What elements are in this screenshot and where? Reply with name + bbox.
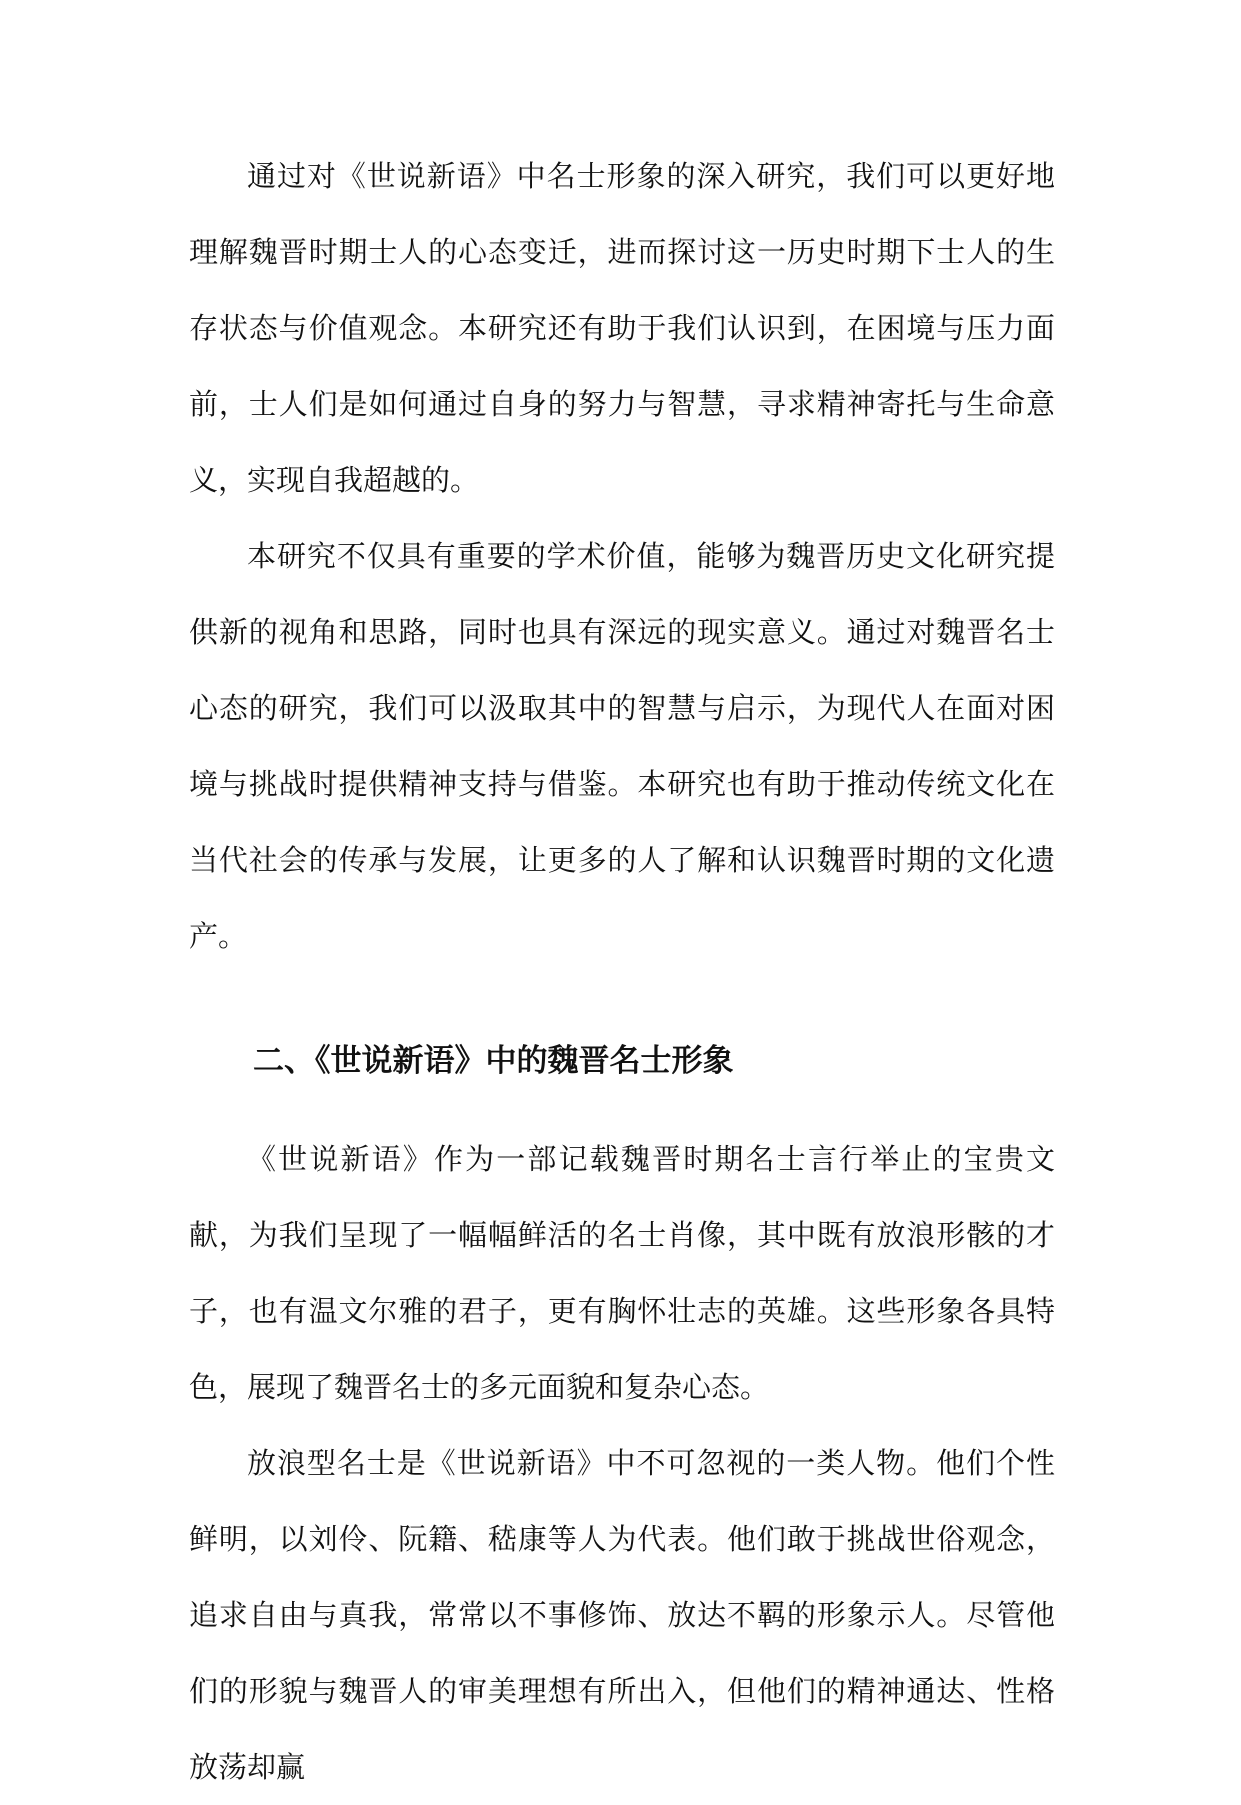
paragraph-shishuo-overview: 《世说新语》作为一部记载魏晋时期名士言行举止的宝贵文献，为我们呈现了一幅幅鲜活的名士肖像，其中既有放浪形骸的才子，也有温文尔雅的君子，更有胸怀壮志的英雄。这些形象各具特色，展现了魏晋名士的多元面貌和复杂心态。 [189,1142,1055,1404]
section-heading: 二、《世说新语》中的魏晋名士形象 [253,1043,734,1079]
paragraph-unrestrained-scholars: 放浪型名士是《世说新语》中不可忽视的一类人物。他们个性鲜明，以刘伶、阮籍、嵇康等人为代表。他们敢于挑战世俗观念，追求自由与真我，常常以不事修饰、放达不羁的形象示人。尽管他们的形貌与魏晋人的审美理想有所出入，但他们的精神通达、性格放荡却赢 [189,1446,1055,1784]
paragraph-research-significance: 通过对《世说新语》中名士形象的深入研究，我们可以更好地理解魏晋时期士人的心态变迁，进而探讨这一历史时期下士人的生存状态与价值观念。本研究还有助于我们认识到，在困境与压力面前，士人们是如何通过自身的努力与智慧，寻求精神寄托与生命意义，实现自我超越的。 [189,159,1055,497]
paragraph-academic-value: 本研究不仅具有重要的学术价值，能够为魏晋历史文化研究提供新的视角和思路，同时也具有深远的现实意义。通过对魏晋名士心态的研究，我们可以汲取其中的智慧与启示，为现代人在面对困境与挑战时提供精神支持与借鉴。本研究也有助于推动传统文化在当代社会的传承与发展，让更多的人了解和认识魏晋时期的文化遗产。 [189,539,1055,953]
body-text-column [189,138,1055,1805]
